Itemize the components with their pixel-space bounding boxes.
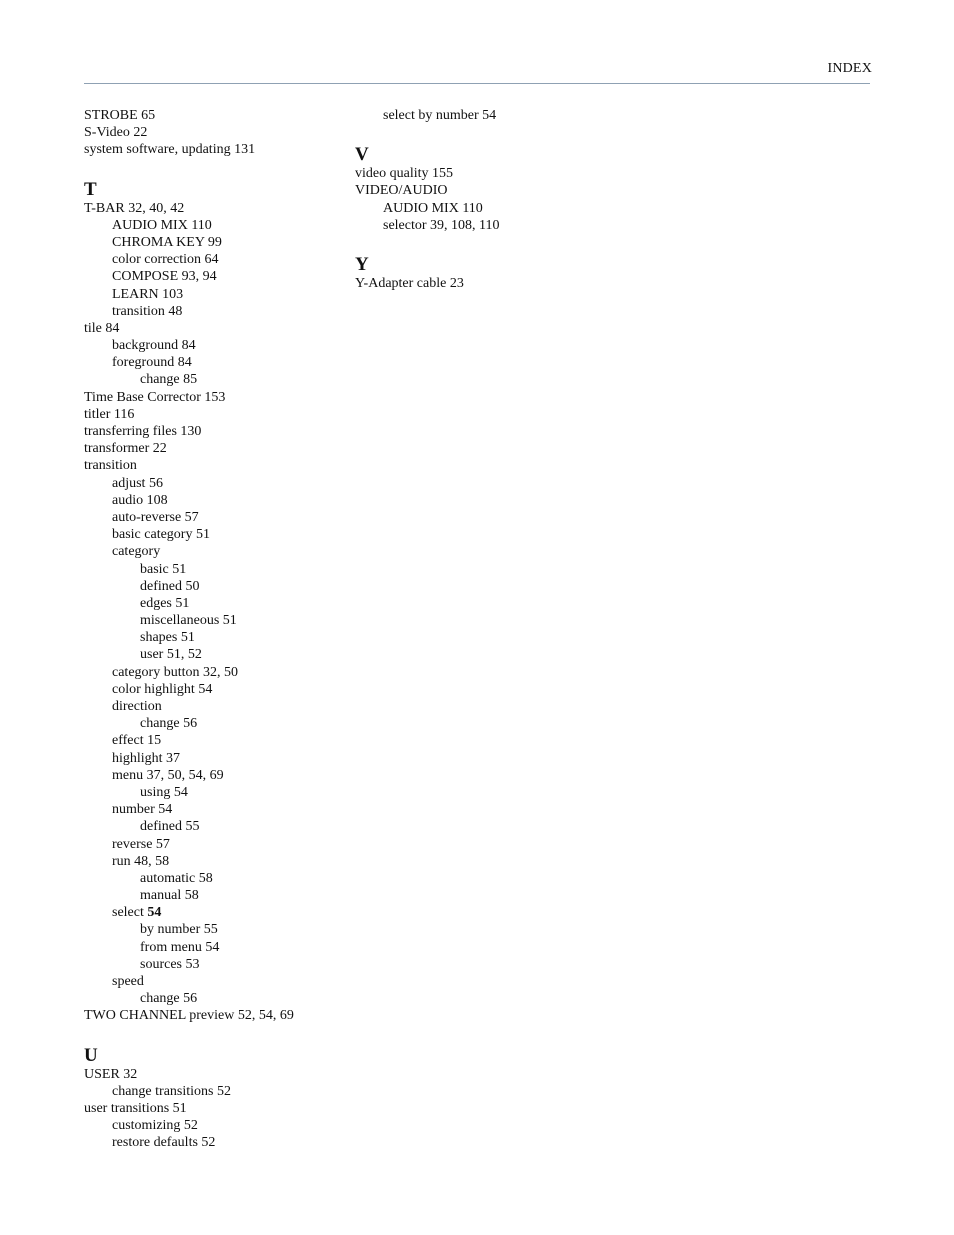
- index-entry-text: CHROMA KEY 99: [112, 234, 222, 250]
- index-entry-level-2: [84, 801, 354, 818]
- index-entry-text: titler 116: [84, 406, 135, 422]
- index-entry-text: change transitions 52: [112, 1083, 231, 1099]
- index-entry-level-2: [84, 767, 354, 784]
- index-entry-text: menu 37, 50, 54, 69: [112, 767, 224, 783]
- index-entry-text: number 54: [112, 802, 173, 818]
- index-entry-text: manual 58: [140, 888, 199, 904]
- index-entry-level-1: [84, 389, 354, 406]
- index-entry-text: audio 108: [112, 492, 168, 508]
- index-column-left: [84, 107, 354, 1152]
- index-entry-level-3: [84, 371, 354, 388]
- index-entry-level-2: [84, 853, 354, 870]
- index-entry-text: S-Video 22: [84, 125, 148, 141]
- index-entry-text: Y-Adapter cable 23: [355, 275, 464, 291]
- index-entry-text: automatic 58: [140, 870, 213, 886]
- page-header-title: INDEX: [827, 61, 872, 76]
- index-entry-text: VIDEO/AUDIO: [355, 183, 448, 199]
- index-entry-level-1: [355, 275, 625, 292]
- index-entry-level-2: [84, 1117, 354, 1134]
- index-entry-level-3: [84, 990, 354, 1007]
- index-entry-level-1: [84, 1066, 354, 1083]
- index-entry-level-2: [84, 303, 354, 320]
- index-entry-level-2: [355, 107, 625, 124]
- index-entry-text: defined 55: [140, 819, 200, 835]
- index-entry-text: basic 51: [140, 561, 187, 577]
- section-spacer: [84, 159, 354, 180]
- index-entry-text: select by number 54: [383, 108, 497, 123]
- section-spacer: [355, 234, 625, 255]
- index-entry-text: USER 32: [84, 1066, 138, 1082]
- index-entry-level-2: [84, 543, 354, 560]
- index-column-right: [355, 107, 625, 292]
- index-entry-text: from menu 54: [140, 939, 220, 955]
- index-entry-level-1: [84, 457, 354, 474]
- index-entry-level-1: [84, 320, 354, 337]
- index-entry-level-2: [84, 268, 354, 285]
- index-section-letter: T: [84, 178, 97, 200]
- index-entry-text: adjust 56: [112, 475, 163, 491]
- index-entry-level-2: [84, 251, 354, 268]
- index-entry-level-1: [355, 165, 625, 182]
- index-entry-level-3: [84, 595, 354, 612]
- index-entry-text: change 56: [140, 716, 198, 732]
- index-entry-level-1: [84, 141, 354, 158]
- index-entry-level-1: [84, 200, 354, 217]
- index-entry-text: change 85: [140, 372, 198, 388]
- index-entry-text: shapes 51: [140, 630, 195, 646]
- index-entry-text: transition: [84, 458, 137, 474]
- index-entry-text: sources 53: [140, 956, 200, 972]
- index-entry-text: effect 15: [112, 733, 162, 749]
- index-entry-level-3: [84, 921, 354, 938]
- index-entry-level-2: [84, 904, 354, 921]
- index-entry-text: user transitions 51: [84, 1100, 187, 1116]
- index-entry-text: video quality 155: [355, 166, 453, 182]
- index-entry-level-2: [84, 750, 354, 767]
- index-entry-text: customizing 52: [112, 1118, 198, 1134]
- index-entry-level-1: [84, 1100, 354, 1117]
- index-entry-text: Time Base Corrector 153: [84, 389, 226, 405]
- index-entry-level-1: [84, 406, 354, 423]
- index-entry-text: tile 84: [84, 320, 120, 336]
- index-entry-level-3: [84, 561, 354, 578]
- index-entry-level-2: [84, 1134, 354, 1151]
- index-entry-level-2: [84, 492, 354, 509]
- index-entry-level-2: [84, 664, 354, 681]
- index-entry-text: auto-reverse 57: [112, 509, 199, 525]
- index-entry-level-2: [84, 681, 354, 698]
- index-entry-level-3: [84, 578, 354, 595]
- index-entry-level-3: [84, 870, 354, 887]
- index-entry-text: restore defaults 52: [112, 1135, 216, 1151]
- index-entry-level-2: [355, 200, 625, 217]
- index-entry-level-3: [84, 646, 354, 663]
- index-entry-text: TWO CHANNEL preview 52, 54, 69: [84, 1008, 294, 1024]
- section-spacer: [355, 124, 625, 145]
- index-entry-page-bold: 54: [147, 905, 162, 921]
- index-entry-level-2: [355, 217, 625, 234]
- index-entry-text: reverse 57: [112, 836, 170, 852]
- index-entry-text: color highlight 54: [112, 681, 213, 697]
- index-entry-text: transferring files 130: [84, 424, 202, 439]
- index-entry-level-2: [84, 234, 354, 251]
- index-entry-text: defined 50: [140, 578, 200, 594]
- index-entry-text: background 84: [112, 338, 196, 354]
- section-spacer: [84, 1025, 354, 1046]
- index-entry-text: T-BAR 32, 40, 42: [84, 200, 185, 216]
- index-entry-level-2: [84, 286, 354, 303]
- index-entry-text: direction: [112, 699, 162, 714]
- index-entry-level-3: [84, 956, 354, 973]
- index-entry-level-3: [84, 939, 354, 956]
- index-entry-text: basic category 51: [112, 527, 210, 543]
- index-entry-level-2: [84, 836, 354, 853]
- index-entry-text: AUDIO MIX 110: [383, 200, 483, 216]
- index-entry-text: color correction 64: [112, 252, 219, 268]
- index-entry-text: transition 48: [112, 303, 183, 319]
- index-entry-text: COMPOSE 93, 94: [112, 269, 217, 285]
- index-entry-text: miscellaneous 51: [140, 613, 237, 629]
- index-entry-level-2: [84, 732, 354, 749]
- index-entry-level-3: [84, 715, 354, 732]
- index-entry-text: STROBE 65: [84, 108, 156, 123]
- index-entry-level-2: [84, 698, 354, 715]
- index-entry-text: selector 39, 108, 110: [383, 217, 500, 233]
- index-entry-level-1: [84, 1007, 354, 1024]
- index-entry-level-2: [84, 526, 354, 543]
- index-entry-level-3: [84, 818, 354, 835]
- index-entry-level-3: [84, 612, 354, 629]
- index-entry-level-2: [84, 1083, 354, 1100]
- index-entry-text: system software, updating 131: [84, 142, 256, 158]
- index-section-letter: U: [84, 1044, 98, 1066]
- index-entry-level-3: [84, 784, 354, 801]
- index-entry-level-2: [84, 217, 354, 234]
- index-entry-level-1: [84, 124, 354, 141]
- index-entry-text: by number 55: [140, 922, 218, 938]
- index-entry-text: change 56: [140, 991, 198, 1007]
- index-entry-text: LEARN 103: [112, 286, 184, 302]
- index-entry-level-3: [84, 629, 354, 646]
- index-entry-text: highlight 37: [112, 750, 181, 766]
- index-entry-level-1: [84, 440, 354, 457]
- index-section-letter: Y: [355, 253, 369, 275]
- index-entry-text: select: [112, 905, 148, 921]
- index-entry-level-1: [355, 182, 625, 199]
- index-entry-level-2: [84, 509, 354, 526]
- index-entry-level-2: [84, 475, 354, 492]
- index-entry-text: category button 32, 50: [112, 664, 238, 680]
- index-entry-text: user 51, 52: [140, 647, 202, 663]
- index-entry-level-2: [84, 973, 354, 990]
- index-entry-text: using 54: [140, 784, 188, 800]
- index-entry-text: speed: [112, 974, 144, 989]
- index-entry-level-2: [84, 337, 354, 354]
- index-entry-text: edges 51: [140, 595, 190, 611]
- index-entry-level-3: [84, 887, 354, 904]
- index-entry-text: foreground 84: [112, 355, 192, 371]
- index-entry-text: AUDIO MIX 110: [112, 217, 212, 233]
- index-entry-text: category: [112, 544, 161, 560]
- index-entry-level-1: [84, 107, 354, 124]
- index-entry-level-2: [84, 354, 354, 371]
- index-entry-text: transformer 22: [84, 441, 167, 457]
- header-divider: [84, 83, 870, 84]
- index-section-letter: V: [355, 144, 369, 166]
- index-entry-level-1: [84, 423, 354, 440]
- index-entry-text: run 48, 58: [112, 853, 170, 869]
